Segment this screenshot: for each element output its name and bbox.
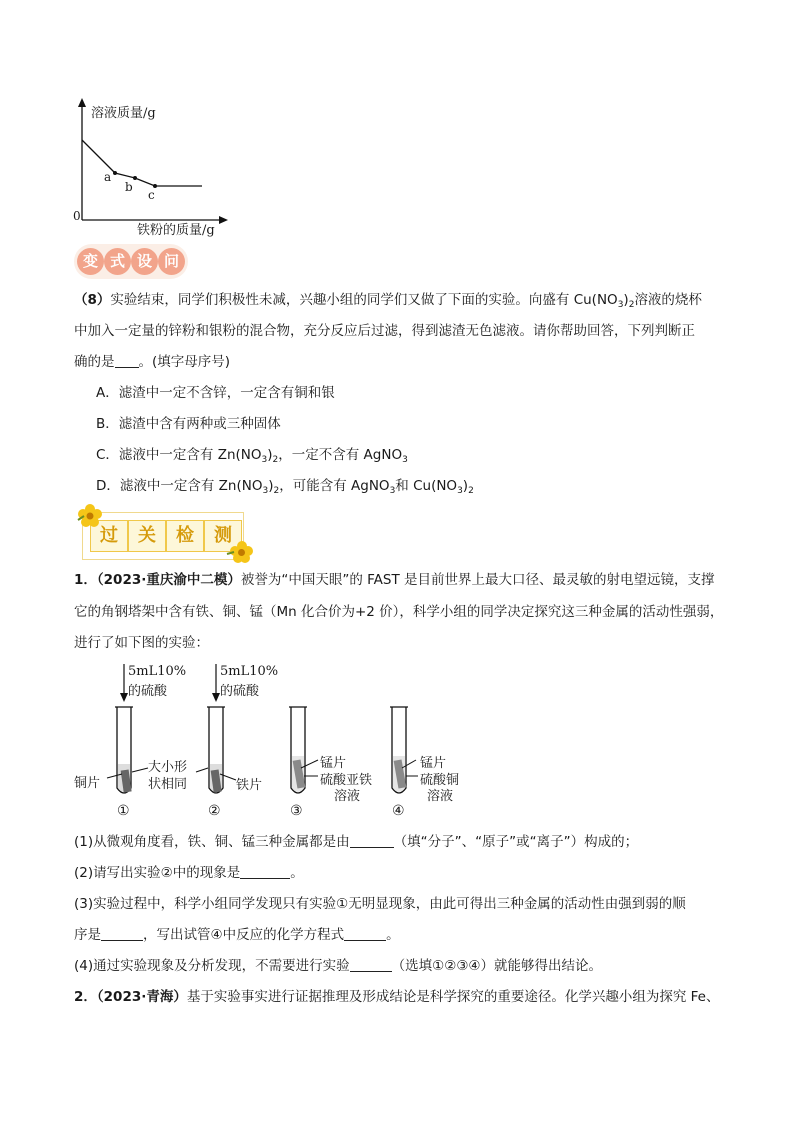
question-text: 。 bbox=[290, 865, 304, 881]
cuso4-label-1: 硫酸铜 bbox=[420, 773, 460, 788]
guoguan-char: 关 bbox=[128, 520, 166, 552]
acid-label-1: 5mL10% bbox=[128, 664, 187, 679]
question-text: 。 bbox=[386, 927, 400, 943]
x-axis-arrow bbox=[219, 216, 228, 224]
cuso4-label-2: 溶液 bbox=[427, 789, 454, 804]
subscript: 2 bbox=[273, 486, 280, 496]
test-tube-4 bbox=[390, 707, 408, 793]
guoguan-char: 测 bbox=[204, 520, 242, 552]
manganese-label-2: 锰片 bbox=[420, 756, 447, 771]
tube-number-2: ② bbox=[208, 803, 221, 819]
feso4-label-2: 溶液 bbox=[334, 789, 361, 804]
x-axis-label: 铁粉的质量/g bbox=[137, 223, 215, 238]
option-text: 和 Cu(NO bbox=[395, 478, 458, 494]
guoguan-char: 过 bbox=[90, 520, 128, 552]
q1-part3-line2 bbox=[74, 925, 400, 945]
question-text: (1)从微观角度看，铁、铜、锰三种金属都是由 bbox=[74, 834, 350, 850]
question-number: 2． bbox=[74, 989, 97, 1005]
test-tube-2 bbox=[207, 707, 225, 793]
question-text: 被誉为“中国天眼”的 FAST 是目前世界上最大口径、最灵敏的射电望远镜，支撑 bbox=[240, 572, 715, 588]
answer-blank[interactable] bbox=[344, 926, 386, 941]
acid-label-2: 5mL10% bbox=[220, 664, 279, 679]
question-text: (4)通过实验现象及分析发现，不需要进行实验 bbox=[74, 958, 350, 974]
variant-question-line3 bbox=[74, 352, 230, 372]
formula: ) bbox=[623, 292, 629, 308]
answer-blank[interactable] bbox=[350, 957, 392, 972]
variant-question-line1 bbox=[74, 290, 702, 315]
variant-badge-char: 式 bbox=[104, 248, 131, 275]
subscript: 3 bbox=[261, 455, 268, 465]
flower-icon bbox=[76, 502, 104, 528]
option-text: ，一定不含有 AgNO bbox=[278, 447, 403, 463]
formula: ) bbox=[267, 447, 273, 463]
answer-blank[interactable] bbox=[101, 926, 143, 941]
tube-number-3: ③ bbox=[290, 803, 303, 819]
q2-line1 bbox=[74, 987, 719, 1007]
option-d bbox=[96, 476, 474, 501]
formula: ) bbox=[462, 478, 469, 494]
question-text: （填“分子”、“原子”或“离子”）构成的； bbox=[393, 834, 639, 850]
subscript: 2 bbox=[468, 486, 474, 496]
variant-badge-char: 设 bbox=[131, 248, 158, 275]
q1-line2: 它的角钢塔架中含有铁、铜、锰（Mn 化合价为+2 价），科学小组的同学决定探究这三种金属的活动性强弱， bbox=[74, 604, 724, 620]
variant-text: 确的是 bbox=[74, 354, 115, 370]
y-axis-arrow bbox=[78, 98, 86, 107]
subscript: 3 bbox=[389, 486, 396, 496]
test-tube-3 bbox=[289, 707, 307, 793]
q1-part1 bbox=[74, 832, 638, 852]
feso4-label-1: 硫酸亚铁 bbox=[320, 773, 373, 788]
same-size-label-2: 状相同 bbox=[148, 777, 188, 792]
subscript: 3 bbox=[402, 455, 408, 465]
manganese-label-1: 锰片 bbox=[320, 756, 347, 771]
iron-label: 铁片 bbox=[236, 778, 263, 793]
subscript: 3 bbox=[617, 300, 624, 310]
subscript: 2 bbox=[272, 455, 279, 465]
subscript: 3 bbox=[262, 486, 269, 496]
origin-label: 0 bbox=[73, 209, 81, 223]
formula: ) bbox=[268, 478, 274, 494]
q1-part2 bbox=[74, 863, 304, 883]
question-number: 1． bbox=[74, 572, 97, 588]
q1-line3: 进行了如下图的实验： bbox=[74, 635, 209, 651]
tube-number-1: ① bbox=[117, 803, 130, 819]
option-a: A．滤渣中一定不含锌，一定含有铜和银 bbox=[96, 385, 335, 401]
variant-badge-char: 问 bbox=[158, 248, 185, 275]
question-text: （选填①②③④）就能够得出结论。 bbox=[391, 958, 603, 974]
subscript: 2 bbox=[628, 300, 635, 310]
variant-text: 溶液的烧杯 bbox=[634, 292, 702, 308]
copper-label: 铜片 bbox=[74, 776, 101, 791]
acid-label-2b: 的硫酸 bbox=[220, 684, 260, 699]
point-c-label: c bbox=[148, 188, 155, 202]
question-text: 序是 bbox=[74, 927, 101, 943]
option-b: B．滤渣中含有两种或三种固体 bbox=[96, 416, 281, 432]
mass-curve bbox=[82, 140, 202, 186]
subscript: 3 bbox=[457, 486, 463, 496]
guoguan-char: 检 bbox=[166, 520, 204, 552]
q1-line1 bbox=[74, 570, 715, 590]
answer-blank[interactable] bbox=[350, 833, 394, 848]
variant-number: （8） bbox=[74, 292, 111, 308]
option-text: C．滤液中一定含有 Zn(NO bbox=[96, 447, 262, 463]
point-a-label: a bbox=[104, 170, 112, 184]
flower-icon bbox=[226, 540, 254, 564]
option-text: D．滤液中一定含有 Zn(NO bbox=[96, 478, 263, 494]
option-c bbox=[96, 445, 408, 470]
point-a-dot bbox=[113, 171, 117, 175]
variant-text: 实验结束，同学们积极性未减，兴趣小组的同学们又做了下面的实验。向盛有 bbox=[110, 292, 574, 308]
test-tube-svg bbox=[60, 660, 480, 825]
variant-question-line2: 中加入一定量的锌粉和银粉的混合物，充分反应后过滤，得到滤渣无色滤液。请你帮助回答，下列判断正 bbox=[74, 323, 695, 339]
q1-part4 bbox=[74, 956, 602, 976]
acid-label-1b: 的硫酸 bbox=[128, 684, 168, 699]
question-text: 基于实验事实进行证据推理及形成结论是科学探究的重要途径。化学兴趣小组为探究 Fe、 bbox=[186, 989, 720, 1005]
y-axis-label: 溶液质量/g bbox=[91, 106, 156, 121]
tube-number-4: ④ bbox=[392, 803, 405, 819]
point-b-label: b bbox=[125, 180, 133, 194]
same-size-label-1: 大小形 bbox=[148, 760, 188, 775]
question-text: ，写出试管④中反应的化学方程式 bbox=[143, 927, 345, 943]
question-source: （2023·重庆渝中二模） bbox=[96, 572, 241, 588]
point-b-dot bbox=[133, 176, 137, 180]
answer-blank[interactable] bbox=[115, 353, 139, 368]
variant-text: 。(填字母序号) bbox=[138, 354, 231, 370]
test-tube-1 bbox=[115, 707, 133, 793]
question-text: (2)请写出实验②中的现象是 bbox=[74, 865, 241, 881]
variant-badge-char: 变 bbox=[77, 248, 104, 275]
q1-part3-line1: (3)实验过程中，科学小组同学发现只有实验①无明显现象，由此可得出三种金属的活动性由强到弱的顺 bbox=[74, 896, 686, 912]
question-source: （2023·青海） bbox=[96, 989, 187, 1005]
formula: Cu(NO bbox=[573, 292, 618, 308]
answer-blank[interactable] bbox=[240, 864, 290, 879]
option-text: ，可能含有 AgNO bbox=[279, 478, 390, 494]
